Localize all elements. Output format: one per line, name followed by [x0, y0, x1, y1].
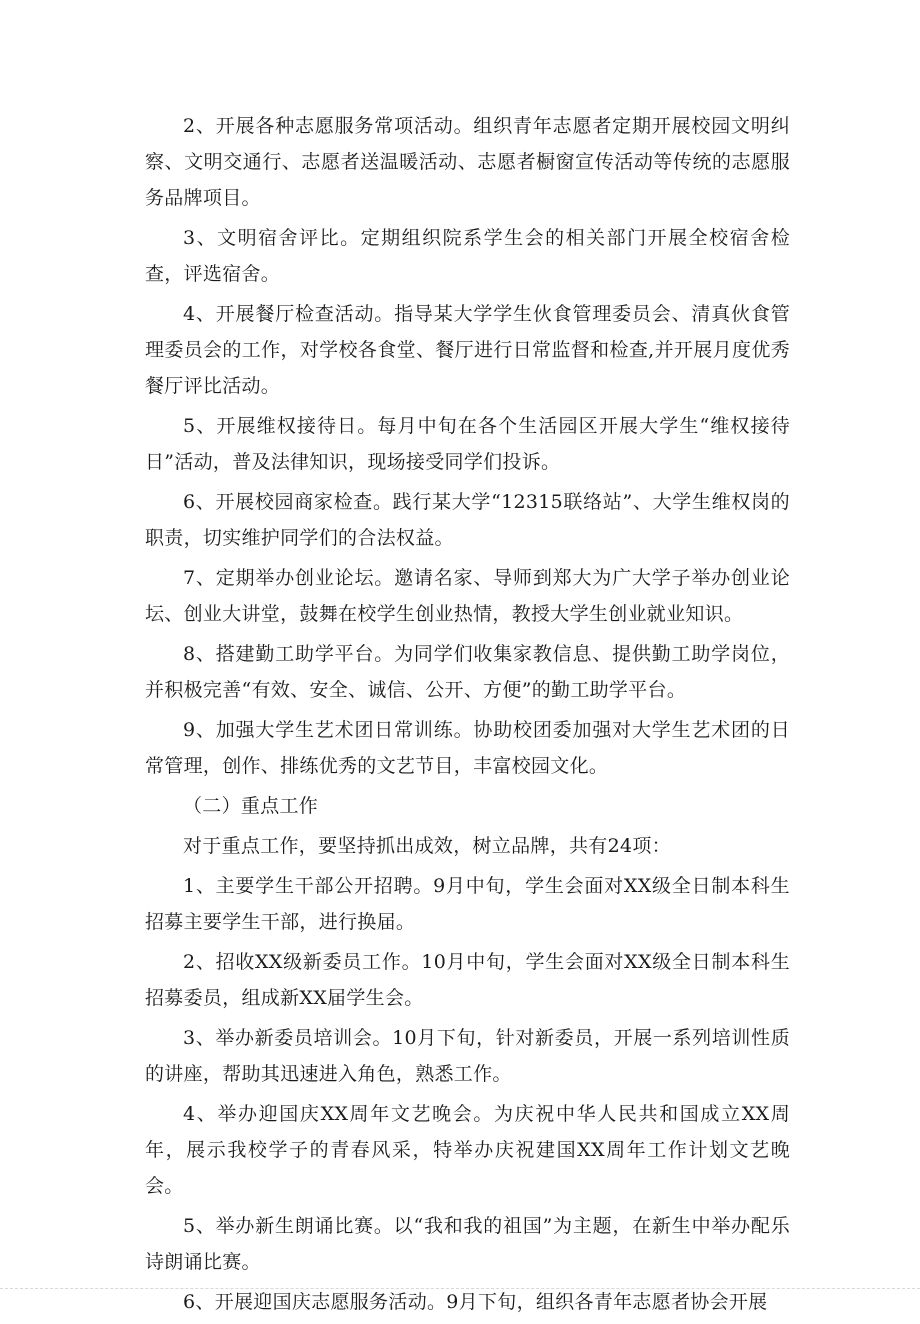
paragraph-item-3: 3、文明宿舍评比。定期组织院系学生会的相关部门开展全校宿舍检查，评选宿舍。: [145, 227, 790, 285]
section-heading: （二）重点工作: [183, 795, 319, 817]
paragraph-item-9: 9、加强大学生艺术团日常训练。协助校团委加强对大学生艺术团的日常管理，创作、排练优秀的文艺节目，丰富校园文化。: [145, 719, 790, 777]
paragraph-item-6: 6、开展校园商家检查。践行某大学“12315联络站”、大学生维权岗的职责，切实维护同学们的合法权益。: [145, 491, 790, 549]
page-bottom-divider: [0, 1288, 920, 1290]
key-work-item-6: 6、开展迎国庆志愿服务活动。9月下旬，组织各青年志愿者协会开展: [183, 1291, 768, 1313]
paragraph-item-2: 2、开展各种志愿服务常项活动。组织青年志愿者定期开展校园文明纠察、文明交通行、志愿者送温暖活动、志愿者橱窗宣传活动等传统的志愿服务品牌项目。: [145, 115, 790, 209]
paragraph-item-7: 7、定期举办创业论坛。邀请名家、导师到郑大为广大学子举办创业论坛、创业大讲堂，鼓舞在校学生创业热情，教授大学生创业就业知识。: [145, 567, 790, 625]
key-work-item-2: 2、招收XX级新委员工作。10月中旬，学生会面对XX级全日制本科生招募委员，组成新XX届学生会。: [145, 951, 790, 1009]
key-work-item-3: 3、举办新委员培训会。10月下旬，针对新委员，开展一系列培训性质的讲座，帮助其迅速进入角色，熟悉工作。: [145, 1027, 790, 1085]
section-intro: 对于重点工作，要坚持抓出成效，树立品牌，共有24项：: [183, 835, 671, 857]
document-page: [145, 108, 790, 1324]
key-work-item-4: 4、举办迎国庆XX周年文艺晚会。为庆祝中华人民共和国成立XX周年，展示我校学子的青春风采，特举办庆祝建国XX周年工作计划文艺晚会。: [145, 1103, 790, 1197]
key-work-item-1: 1、主要学生干部公开招聘。9月中旬，学生会面对XX级全日制本科生招募主要学生干部，进行换届。: [145, 875, 790, 933]
paragraph-item-5: 5、开展维权接待日。每月中旬在各个生活园区开展大学生“维权接待日”活动，普及法律知识，现场接受同学们投诉。: [145, 415, 790, 473]
paragraph-item-4: 4、开展餐厅检查活动。指导某大学学生伙食管理委员会、清真伙食管理委员会的工作，对学校各食堂、餐厅进行日常监督和检查,并开展月度优秀餐厅评比活动。: [145, 303, 790, 397]
paragraph-item-8: 8、搭建勤工助学平台。为同学们收集家教信息、提供勤工助学岗位，并积极完善“有效、安全、诚信、公开、方便”的勤工助学平台。: [145, 643, 790, 701]
key-work-item-5: 5、举办新生朗诵比赛。以“我和我的祖国”为主题，在新生中举办配乐诗朗诵比赛。: [145, 1215, 790, 1273]
